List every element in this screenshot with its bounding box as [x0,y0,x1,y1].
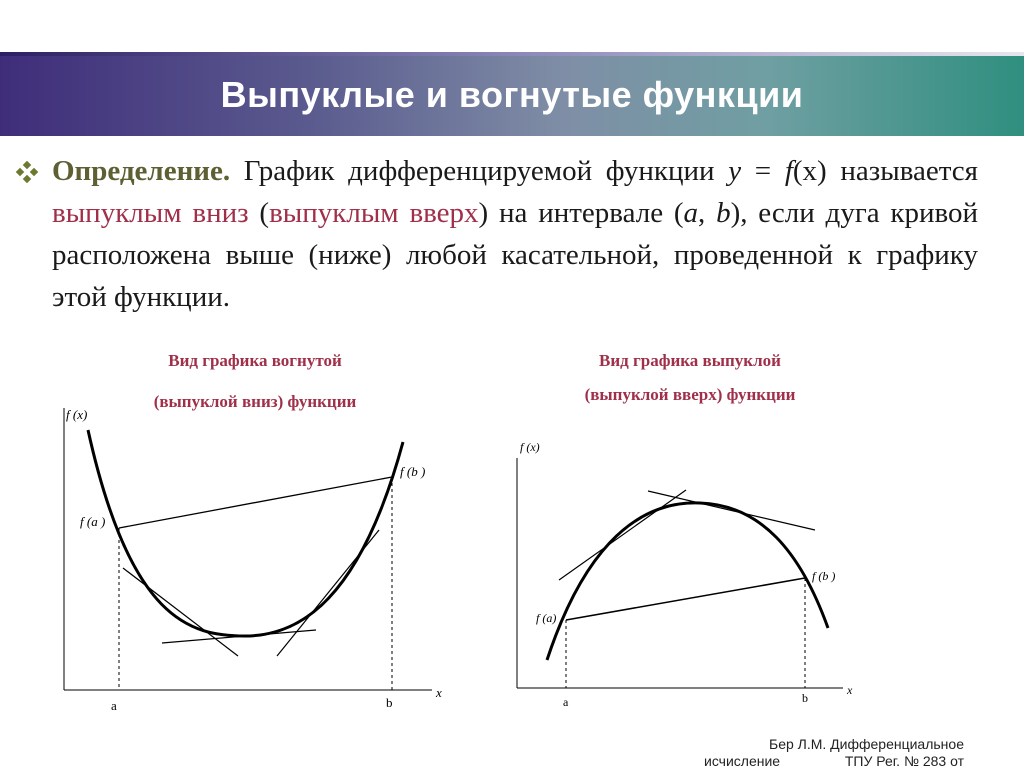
right-y-axis-label: f (x) [520,440,540,454]
left-fb-label: f (b ) [400,464,426,479]
comma: , [698,197,717,229]
left-tangent-left [123,568,238,656]
left-graph [64,351,442,713]
var-x: (x) [792,155,827,187]
var-a: a [683,197,699,229]
footer-line2-right: ТПУ Рег. № 283 от [844,753,964,769]
right-tangent-top [648,491,815,530]
definition-text: называется [826,155,978,187]
left-concave-curve [88,430,403,636]
footer-line2 [644,753,964,770]
left-y-axis-label: f (x) [66,407,88,422]
slide-title: Выпуклые и вогнутые функции [220,74,804,115]
left-x-axis-label: x [436,685,442,700]
graphs-diagram [0,330,1024,730]
definition-text: График дифференцируемой функции [230,155,729,187]
left-a-label: a [111,698,117,713]
footer-line2-left: исчисление [704,753,781,769]
definition-paragraph [52,150,978,318]
diamond-bullet-icon [16,161,38,183]
right-x-axis-label: x [847,683,853,697]
var-y: y [728,155,742,187]
var-f: f [784,155,793,187]
right-b-label: b [802,691,808,705]
footer-line1: Бер Л.М. Дифференциальное [769,736,964,752]
paren: ( [248,197,270,229]
right-tangent-left [559,490,686,580]
right-caption-line2: (выпуклой вверх) функции [584,385,796,404]
left-caption-line1: Вид графика вогнутой [168,351,342,370]
term-convex-up: выпуклым вверх [269,197,479,229]
right-fa-label: f (a) [536,611,557,625]
definition-term: Определение. [52,155,231,187]
term-convex-down: выпуклым вниз [52,197,249,229]
right-caption-line1: Вид графика выпуклой [599,351,781,370]
left-caption-line2: (выпуклой вниз) функции [153,392,357,411]
title-accent-line [0,52,1024,56]
right-chord [566,578,805,620]
left-tangent-right [277,530,379,656]
footer-credit [644,736,964,770]
definition-text: ) на интервале ( [478,197,684,229]
left-fa-label: f (a ) [80,514,106,529]
left-b-label: b [386,695,393,710]
right-a-label: a [563,695,569,709]
right-graph [517,351,853,709]
var-b: b [716,197,731,229]
definition-text: ), если дуга кривой расположена выше (ниже) любой касательной, проведенной к графику этой функции. [52,197,979,313]
equals-sign: = [741,155,785,187]
left-chord [119,477,392,528]
right-fb-label: f (b ) [812,569,836,583]
